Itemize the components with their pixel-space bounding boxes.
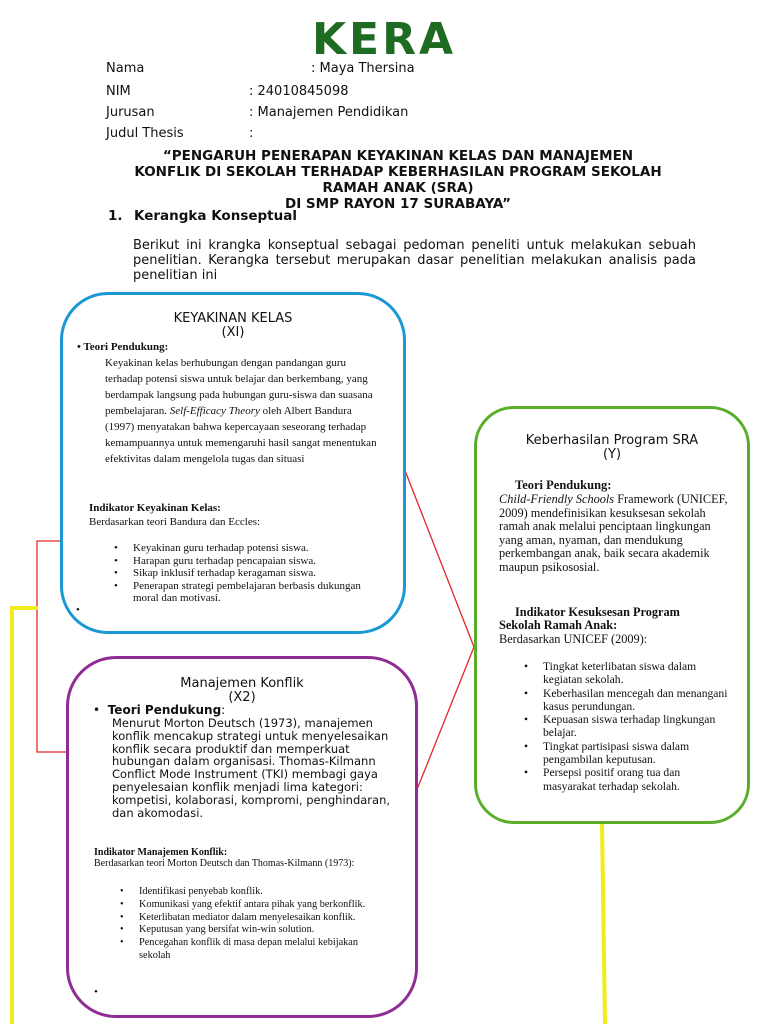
- box2-subtitle: (X2): [228, 690, 256, 705]
- box3-indicator-basis: Berdasarkan UNICEF (2009):: [499, 632, 648, 646]
- list-item: • Tingkat partisipasi siswa dalam pengambilan keputusan.: [515, 740, 731, 767]
- nim-label: NIM: [106, 84, 131, 99]
- title-line: KONFLIK DI SEKOLAH TERHADAP KEBERHASILAN PROGRAM SEKOLAH: [134, 164, 662, 180]
- box2-theory-label: [93, 703, 225, 717]
- box1-theory-text-b: oleh Albert Bandura (1997) menyatakan bahwa kepercayaan seseorang terhadap kemampuannya untuk memengaruhi hasil sangat menentukan efektivitas dalam mengelola tugas dan situasi: [105, 405, 377, 465]
- list-item: • Tingkat keterlibatan siswa dalam kegiatan sekolah.: [515, 660, 731, 687]
- intro-paragraph: Berikut ini krangka konseptual sebagai pedoman peneliti untuk melakukan sebuah penelitian. Kerangka tersebut merupakan dasar penelitian melakukan analisis pada penelitian ini: [133, 238, 696, 283]
- list-item: • Keyakinan guru terhadap potensi siswa.: [105, 542, 361, 555]
- bullet-icon: •: [77, 341, 81, 353]
- box3-theory-italic: Child-Friendly Schools: [499, 492, 615, 506]
- box1-subtitle: (XI): [221, 325, 245, 340]
- box1-theory-label: [77, 341, 168, 353]
- list-item: • Keputusan yang bersifat win-win solution.: [111, 924, 373, 937]
- logo-text: KERA: [311, 14, 457, 65]
- box1-theory-label-text: Teori Pendukung:: [83, 341, 169, 353]
- thesis-title: [100, 148, 696, 212]
- box-keberhasilan-sra: [474, 406, 750, 824]
- box3-theory-label: Teori Pendukung:: [515, 478, 612, 492]
- list-item: • Identifikasi penyebab konflik.: [111, 886, 373, 899]
- box1-title: KEYAKINAN KELAS: [173, 311, 293, 326]
- nim-value: : 24010845098: [249, 84, 349, 99]
- box3-title: Keberhasilan Program SRA: [525, 433, 699, 448]
- title-line: RAMAH ANAK (SRA): [322, 180, 474, 196]
- title-line: DI SMP RAYON 17 SURABAYA”: [284, 196, 512, 212]
- box1-indicator-list: [105, 542, 361, 605]
- list-item: • Kepuasan siswa terhadap lingkungan belajar.: [515, 713, 731, 740]
- box3-indicator-label-b: Sekolah Ramah Anak:: [499, 618, 618, 632]
- section-number: 1.: [108, 208, 123, 224]
- list-item: • Komunikasi yang efektif antara pihak yang berkonflik.: [111, 899, 373, 912]
- empty-bullet-icon: •: [94, 986, 98, 998]
- box3-subtitle: (Y): [602, 447, 622, 462]
- box-keyakinan-kelas: [60, 292, 406, 634]
- section-heading: [108, 208, 297, 224]
- list-item: • Keterlibatan mediator dalam menyelesaikan konflik.: [111, 912, 373, 925]
- box2-indicator-list: [111, 886, 373, 963]
- box3-indicator-label-a: Indikator Kesuksesan Program: [515, 605, 680, 619]
- nama-value: : Maya Thersina: [311, 61, 415, 76]
- box2-indicator-label: Indikator Manajemen Konflik:: [94, 847, 228, 858]
- box1-theory-text-a: Keyakinan kelas berhubungan dengan pandangan guru terhadap potensi siswa untuk belajar dan berkembang, yang berdampak langsung pada hubungan guru-siswa dan suasana pembelajaran.: [105, 357, 373, 417]
- list-item: • Penerapan strategi pembelajaran berbasis dukungan moral dan motivasi.: [105, 580, 361, 605]
- list-item: • Keberhasilan mencegah dan menangani kasus perundungan.: [515, 687, 731, 714]
- list-item: • Persepsi positif orang tua dan masyarakat terhadap sekolah.: [515, 766, 731, 793]
- box2-theory-text: Menurut Morton Deutsch (1973), manajemen konflik mencakup strategi untuk menyelesaikan konflik secara produktif dan memperkuat hubungan dalam organisasi. Thomas-Kilmann Conflict Mode Instrument (TKI) membagi gaya penyelesaian konflik menjadi lima kategori: kompetisi, kolaborasi, kompromi, penghindaran, dan akomodasi.: [112, 716, 391, 820]
- box3-indicator-list: [515, 660, 731, 793]
- yellow-line-left: [12, 608, 38, 1024]
- nama-label: Nama: [106, 61, 145, 76]
- box2-title: Manajemen Konflik: [180, 676, 304, 691]
- box3-theory-text: [499, 493, 731, 574]
- empty-bullet-icon: •: [76, 604, 80, 616]
- box1-theory-text: [105, 355, 377, 467]
- bullet-icon: •: [93, 703, 101, 717]
- box2-indicator-basis: Berdasarkan teori Morton Deutsch dan Thomas-Kilmann (1973):: [94, 858, 355, 869]
- judul-value: :: [249, 126, 254, 141]
- red-line-x1-to-y: [404, 468, 474, 647]
- box-manajemen-konflik: [66, 656, 418, 1018]
- list-item: • Harapan guru terhadap pencapaian siswa.: [105, 555, 361, 568]
- list-item: • Pencegahan konflik di masa depan melalui kebijakan sekolah: [111, 937, 373, 963]
- jurusan-value: : Manajemen Pendidikan: [249, 105, 409, 120]
- box1-theory-italic: Self-Efficacy Theory: [169, 405, 260, 417]
- judul-label: Judul Thesis: [106, 126, 184, 141]
- yellow-line-right: [602, 823, 605, 1024]
- box1-indicator-label: Indikator Keyakinan Kelas:: [89, 502, 221, 514]
- jurusan-label: Jurusan: [106, 105, 155, 120]
- section-heading-text: Kerangka Konseptual: [134, 208, 297, 224]
- box3-theory-text-body: Framework (UNICEF, 2009) mendefinisikan kesuksesan sekolah ramah anak melalui penciptaan lingkungan yang aman, nyaman, dan mendukung perkembangan anak, baik secara akademik maupun psikososial.: [499, 492, 728, 574]
- box1-indicator-basis: Berdasarkan teori Bandura dan Eccles:: [89, 516, 261, 528]
- box2-theory-label-text: Teori Pendukung: [107, 703, 222, 717]
- red-line-x2-to-y: [416, 647, 474, 792]
- box2-theory-colon: :: [221, 703, 226, 717]
- list-item: • Sikap inklusif terhadap keragaman siswa.: [105, 567, 361, 580]
- title-line: “PENGARUH PENERAPAN KEYAKINAN KELAS DAN MANAJEMEN: [162, 148, 634, 164]
